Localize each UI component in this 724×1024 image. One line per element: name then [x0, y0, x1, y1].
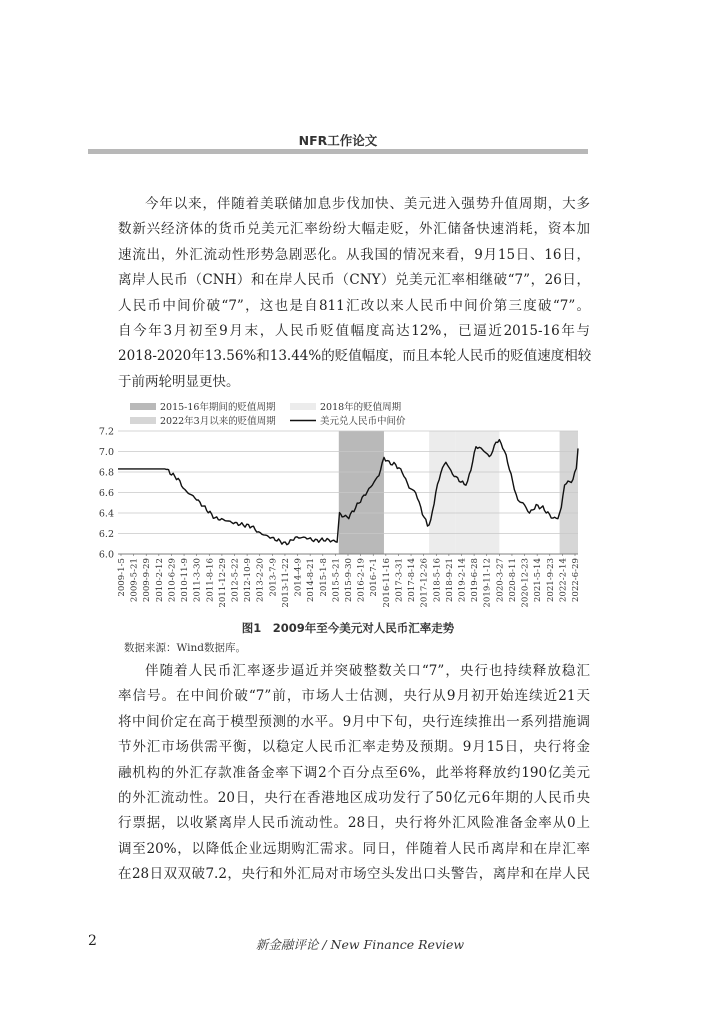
x-tick-label: 2015-9-30	[344, 558, 354, 603]
x-tick-label: 2013-11-22	[280, 558, 291, 608]
y-tick-label: 7.0	[98, 447, 114, 458]
legend-label: 2018年的贬值周期	[320, 402, 402, 413]
text-line: 离岸人民币（CNH）和在岸人民币（CNY）兑美元汇率相继破“7”，26日，	[118, 272, 590, 289]
x-tick-label: 2009-9-29	[142, 558, 153, 603]
legend-swatch	[130, 417, 156, 424]
x-tick-label: 2009-1-5	[117, 558, 127, 597]
x-tick-label: 2014-4-9	[293, 558, 304, 597]
x-tick-label: 2012-5-22	[230, 558, 241, 603]
x-tick-label: 2021-5-14	[533, 558, 544, 603]
x-tick-label: 2010-11-9	[180, 558, 191, 603]
legend-swatch	[290, 403, 316, 410]
x-tick-label: 2018-9-21	[444, 558, 455, 603]
header-rule	[88, 149, 588, 154]
x-tick-label: 2011-12-29	[217, 558, 228, 608]
x-tick-label: 2019-2-14	[457, 558, 468, 603]
page-number: 2	[88, 933, 97, 949]
text-line: 融机构的外汇存款准备金率下调2个百分点至6%，此举将释放约190亿美元	[118, 764, 590, 781]
x-tick-label: 2021-9-23	[545, 558, 556, 603]
x-tick-label: 2019-6-28	[470, 558, 481, 603]
legend-swatch	[130, 403, 156, 410]
y-tick-label: 6.2	[98, 529, 114, 540]
x-tick-label: 2018-5-16	[432, 558, 443, 603]
x-tick-label: 2022-2-14	[558, 558, 569, 603]
legend-label: 2022年3月以来的贬值周期	[160, 416, 276, 427]
x-tick-label: 2010-6-29	[167, 558, 178, 603]
paragraph-1	[118, 192, 590, 395]
text-line: 数新兴经济体的货币兑美元汇率纷纷大幅走贬，外汇储备快速消耗，资本加	[118, 221, 590, 238]
legend-label: 美元兑人民币中间价	[320, 416, 406, 427]
x-tick-label: 2022-6-29	[571, 558, 581, 603]
text-line: 节外汇市场供需平衡，以稳定人民币汇率走势及预期。9月15日，央行将金	[118, 739, 590, 756]
x-tick-label: 2016-7-1	[369, 558, 380, 597]
x-tick-label: 2017-8-14	[407, 558, 418, 603]
x-tick-label: 2017-12-26	[419, 558, 430, 608]
y-tick-label: 7.2	[98, 426, 114, 438]
x-tick-label: 2020-12-23	[520, 558, 531, 608]
x-tick-label: 2017-3-31	[394, 558, 405, 603]
y-tick-label: 6.6	[98, 488, 114, 499]
chart-svg	[98, 394, 590, 616]
x-tick-label: 2020-8-11	[507, 558, 518, 603]
x-tick-label: 2014-8-21	[306, 558, 317, 603]
x-tick-label: 2013-2-20	[255, 558, 266, 603]
y-tick-label: 6.4	[98, 508, 114, 520]
text-line: 的外汇流动性。20日，央行在香港地区成功发行了50亿元6年期的人民币央	[118, 789, 590, 806]
x-tick-label: 2019-11-12	[482, 558, 493, 608]
x-tick-label: 2010-2-12	[154, 558, 165, 603]
text-line: 速流出，外汇流动性形势急剧恶化。从我国的情况来看，9月15日、16日，	[118, 246, 590, 263]
text-line: 在28日双双破7.2，央行和外汇局对市场空头发出口头警告，离岸和在岸人民	[118, 866, 590, 883]
exchange-rate-chart	[98, 394, 590, 616]
y-tick-label: 6.0	[98, 549, 114, 561]
x-tick-label: 2015-1-8	[318, 558, 329, 597]
journal-title: 新金融评论 / New Finance Review	[255, 937, 465, 952]
text-line: 人民币中间价破“7”，这也是自811汇改以来人民币中间价第三度破“7”。	[118, 297, 590, 314]
text-line: 率信号。在中间价破“7”前，市场人士估测，央行从9月初开始连续近21天	[118, 688, 590, 705]
text-line: 伴随着人民币汇率逐步逼近并突破整数关口“7”，央行也持续释放稳汇	[145, 663, 590, 679]
figure-source: 数据来源：Wind数据库。	[124, 642, 246, 654]
x-tick-label: 2013-7-9	[268, 558, 279, 597]
x-tick-label: 2012-10-9	[243, 558, 254, 603]
x-tick-label: 2016-2-19	[356, 558, 367, 603]
text-line: 今年以来，伴随着美联储加息步伐加快、美元进入强势升值周期，大多	[145, 196, 590, 212]
paragraph-2	[118, 659, 590, 888]
running-head: NFR工作论文	[298, 133, 378, 148]
figure-caption: 图1 2009年至今美元对人民币汇率走势	[241, 621, 455, 635]
text-line: 行票据，以收紧离岸人民币流动性。28日，央行将外汇风险准备金率从0上	[118, 815, 590, 832]
text-line: 调至20%，以降低企业远期购汇需求。同日，伴随着人民币离岸和在岸汇率	[118, 840, 590, 857]
legend-label: 2015-16年期间的贬值周期	[160, 402, 276, 413]
text-line: 将中间价定在高于模型预测的水平。9月中下旬，央行连续推出一系列措施调	[118, 713, 590, 730]
text-line: 2018-2020年13.56%和13.44%的贬值幅度，而且本轮人民币的贬值速度相较	[118, 348, 592, 365]
x-tick-label: 2011-8-16	[205, 558, 216, 603]
text-line: 于前两轮明显更快。	[118, 373, 240, 390]
x-tick-label: 2020-3-27	[495, 558, 506, 603]
x-tick-label: 2016-11-16	[381, 558, 392, 608]
text-line: 自今年3月初至9月末，人民币贬值幅度高达12%，已逼近2015-16年与	[118, 322, 590, 339]
x-tick-label: 2011-3-30	[192, 558, 203, 603]
y-tick-label: 6.8	[98, 467, 114, 479]
x-tick-label: 2009-5-21	[129, 558, 140, 603]
x-tick-label: 2015-5-21	[331, 558, 342, 603]
